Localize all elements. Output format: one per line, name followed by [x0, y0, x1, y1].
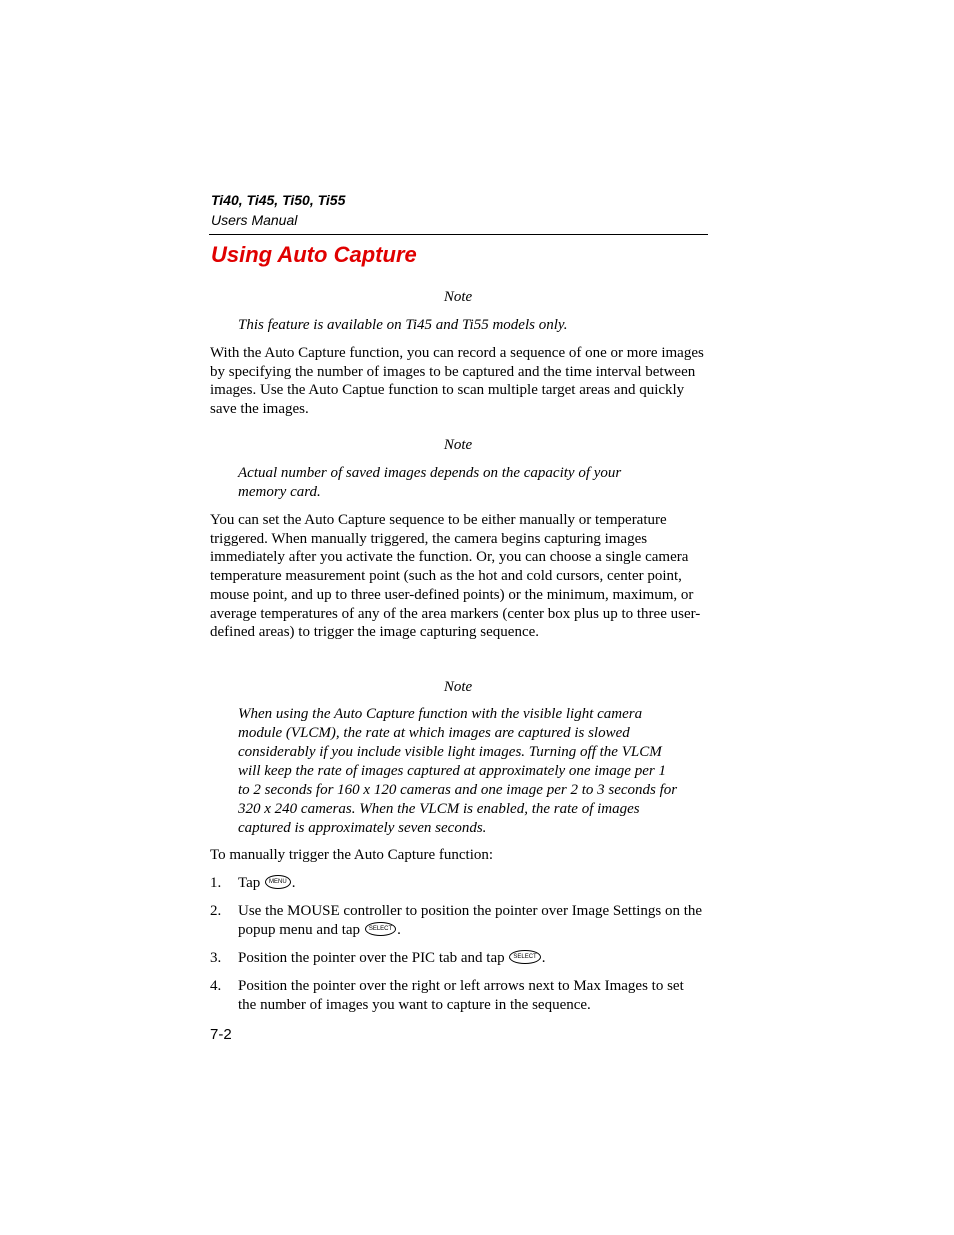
page-number: 7-2 — [210, 1026, 232, 1043]
header-subtitle: Users Manual — [211, 212, 298, 228]
step-number: 4. — [210, 978, 222, 994]
step-text-end: . — [541, 950, 546, 966]
step-text-end: . — [397, 922, 401, 938]
step-text: Position the pointer over the PIC tab and tap — [238, 950, 505, 966]
select-key-icon: SELECT — [509, 950, 540, 964]
step-item — [210, 874, 705, 893]
note-text: This feature is available on Ti45 and Ti55 models only. — [238, 317, 568, 333]
step-text: Position the pointer over the right or left arrows next to Max Images to set the number of images you want to capture in the sequence. — [238, 978, 684, 1013]
body-paragraph: With the Auto Capture function, you can record a sequence of one or more images by specifying the number of images to be captured and the time interval between images. Use the Auto Captue function to scan multiple target areas and quickly save the images. — [210, 345, 704, 418]
step-text: Use the MOUSE controller to position the pointer over Image Settings on the popup menu and tap — [238, 903, 703, 938]
step-item — [210, 977, 705, 1015]
step-item — [210, 902, 705, 940]
section-title: Using Auto Capture — [211, 242, 417, 267]
header-divider — [209, 234, 708, 235]
step-item — [210, 949, 705, 968]
note-label: Note — [443, 679, 473, 695]
menu-key-icon: MENU — [265, 875, 291, 889]
body-paragraph: To manually trigger the Auto Capture function: — [210, 847, 494, 863]
header-model-title: Ti40, Ti45, Ti50, Ti55 — [211, 192, 346, 208]
body-paragraph: You can set the Auto Capture sequence to be either manually or temperature triggered. When manually triggered, the camera begins capturing images immediately after you activate the function. Or, you can choose a single camera temperature measurement point (such as the hot and cold cursors, center point, mouse point, and up to three user-defined points) or the minimum, maximum, or average temperatures of any of the area markers (center box plus up to three user-defined areas) to trigger the image capturing sequence. — [210, 512, 701, 641]
note-label: Note — [443, 437, 473, 453]
step-number: 1. — [210, 875, 222, 891]
note-text: Actual number of saved images depends on the capacity of your memory card. — [238, 465, 622, 500]
step-text-end: . — [291, 875, 296, 891]
note-label: Note — [443, 289, 473, 305]
step-number: 2. — [210, 903, 222, 919]
step-text: Tap — [238, 875, 261, 891]
select-key-icon: SELECT — [365, 922, 396, 936]
step-number: 3. — [210, 950, 222, 966]
note-text: When using the Auto Capture function with the visible light camera module (VLCM), the rate at which images are captured is slowed considerably if you include visible light images. Turning off the VLCM will keep the rate of images captured at approximately one image per 1 to 2 seconds for 160 x 120 cameras and one image per 2 to 3 seconds for 320 x 240 cameras. When the VLCM is enabled, the rate of images captured is approximately seven seconds. — [238, 706, 678, 836]
